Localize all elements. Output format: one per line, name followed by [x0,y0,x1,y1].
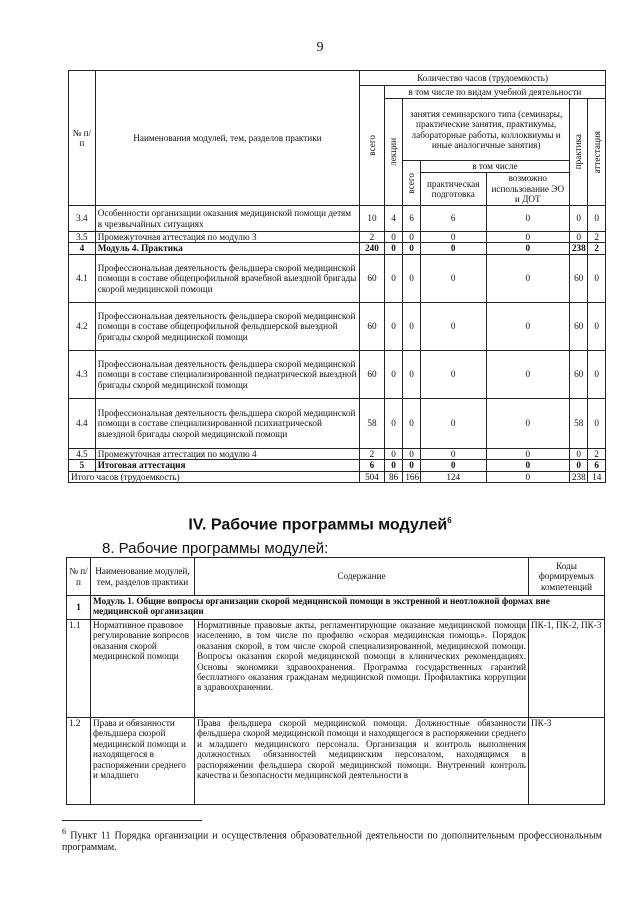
incl-header: в том числе [420,161,569,173]
seminars-header: занятия семинарского типа (семинары, практические занятия, практикумы, лабораторные работы, коллоквиумы и иные аналогичные занятия) [403,99,570,161]
table-row: 4 Модуль 4. Практика 240 0 0 0 0 238 2 [69,243,606,254]
col-num-header: № п/п [69,71,96,206]
col-total-header: всего [360,86,385,206]
col-codes-header: Коды формируемых компетенций [529,558,605,596]
col-name-header: Наименования модулей, тем, разделов практики [95,71,359,206]
table-row: 4.3 Профессиональная деятельность фельдшера скорой медицинской помощи в составе специализированной педиатрической выездной бригады скорой медицинской помощи 60 0 0 0 0 60 0 [69,350,606,398]
table-row: 3.5 Промежуточная аттестация по модулю 3 2 0 0 0 0 0 2 [69,232,606,243]
section-heading: IV. Рабочие программы модулей$^6$ [188,516,452,534]
col-practical-header: практическая подготовка [420,173,486,206]
footnote: $^6$ Пункт 11 Порядка организации и осуществления образовательной деятельности по дополнительным профессиональным программам. [62,827,602,854]
col-seminar-total-header: всего [403,161,420,206]
subheading: 8. Рабочие программы модулей: [102,540,329,557]
module-row: 1 Модуль 1. Общие вопросы организации скорой медицинской помощи в экстренной и неотложной формах вне медицинской организации [67,596,605,620]
col-content-header: Содержание [195,558,529,596]
page-number: 9 [316,40,324,55]
footnote-ref: 6 [447,516,452,525]
col-num-header: № п/п [67,558,91,596]
by-type-header: в том числе по видам учебной деятельности [384,86,605,99]
total-row: Итого часов (трудоемкость) 504 86 166 124 0 238 14 [69,471,606,482]
table-row: 1.2 Права и обязанности фельдшера скорой медицинской помощи и находящегося в распоряжении среднего и младшего Права фельдшера скорой медицинской помощи. Должностные обязанности фельдшера скорой медицинской помощи и находящегося в распоряжении среднего и младшего медицинского персонала. Организация и контроль выполнения должностных обязанностей медицинским персоналом, находящимся в распоряжении фельдшера скорой медицинской помощи. Внутренний контроль качества и безопасности медицинской деятельности в ПК-3 [67,718,605,805]
col-attestation-header: аттестация [588,99,606,206]
hours-table [68,70,606,483]
col-practice-header: практика [569,99,588,206]
table-row: 4.2 Профессиональная деятельность фельдшера скорой медицинской помощи в составе общепрофильной фельдшерской выездной бригады скорой медицинской помощи 60 0 0 0 0 60 0 [69,302,606,350]
hours-title-header: Количество часов (трудоемкость) [360,71,606,86]
table-row: 4.1 Профессиональная деятельность фельдшера скорой медицинской помощи в составе общепрофильной врачебной выездной бригады скорой медицинской помощи 60 0 0 0 0 60 0 [69,254,606,302]
col-eo-dot-header: возможно использование ЭО и ДОТ [486,173,569,206]
table-row: 4.4 Профессиональная деятельность фельдшера скорой медицинской помощи в составе специализированной психиатрической выездной бригады скорой медицинской помощи 58 0 0 0 0 58 0 [69,398,606,448]
col-lectures-header: лекции [384,99,403,206]
modules-table [66,557,605,805]
table-row: 5 Итоговая аттестация 6 0 0 0 0 0 6 [69,460,606,471]
table-row: 3.4 Особенности организации оказания медицинской помощи детям в чрезвычайных ситуациях 10 4 6 6 0 0 0 [69,206,606,232]
col-name-header: Наименование модулей, тем, разделов практики [91,558,195,596]
footnote-separator [62,820,202,821]
table-row: 1.1 Нормативное правовое регулирование вопросов оказания скорой медицинской помощи Нормативные правовые акты, регламентирующие оказание медицинской помощи населению, в том числе по профилю «скорая медицинская помощь». Порядок оказания скорой, в том числе скорой специализированной, медицинской помощи. Вопросы оказания скорой медицинской помощи в клинических рекомендациях. Основы экономики здравоохранения. Программа государственных гарантий бесплатного оказания гражданам медицинской помощи. Профилактика коррупции в здравоохранении. ПК-1, ПК-2, ПК-3 [67,620,605,718]
table-row: 4.5 Промежуточная аттестация по модулю 4 2 0 0 0 0 0 2 [69,448,606,459]
